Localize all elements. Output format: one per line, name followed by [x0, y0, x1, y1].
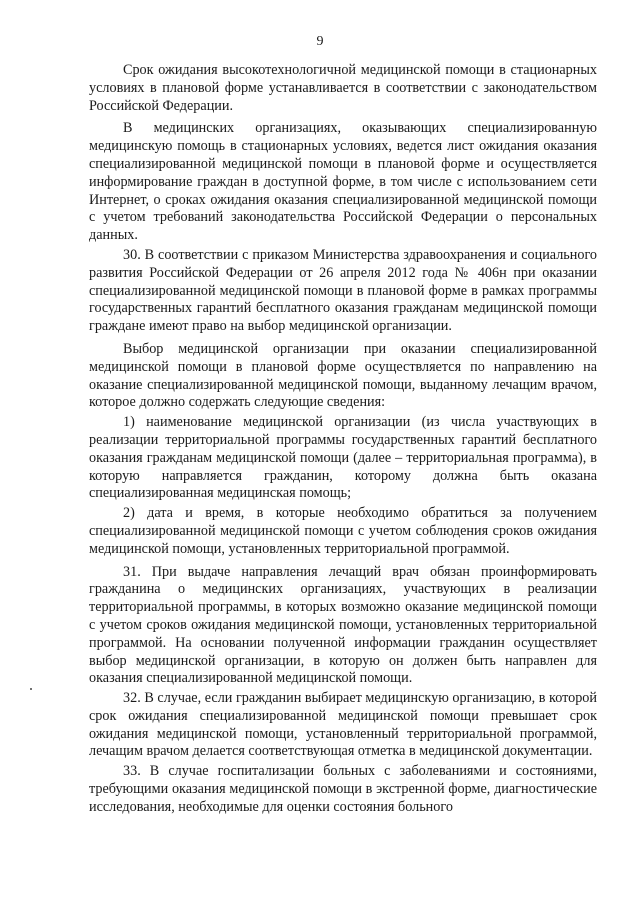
- paragraph-item-33: 33. В случае госпитализации больных с заболеваниями и состояниями, требующими оказания медицинской помощи в экстренной форме, диагностические исследования, необходимые для оценки состояния больного: [89, 763, 597, 815]
- paragraph-item-32: 32. В случае, если гражданин выбирает медицинскую организацию, в которой срок ожидания специализированной медицинской помощи превышает срок ожидания медицинской помощи, установленный территориальной программой, лечащим врачом делается соответствующая отметка в медицинской документации.: [89, 690, 597, 760]
- paragraph-choice-of-organization: Выбор медицинской организации при оказании специализированной медицинской помощи в плановой форме осуществляется по направлению на оказание специализированной медицинской помощи, выданному лечащим врачом, которое должно содержать следующие сведения:: [89, 340, 597, 411]
- page-number: 9: [316, 34, 324, 49]
- scan-speck: [30, 688, 32, 690]
- paragraph-subitem-1: 1) наименование медицинской организации (из числа участвующих в реализации территориальной программы государственных гарантий бесплатного оказания гражданам медицинской помощи (далее – территориальная программа), в которую направляется гражданин, которому должна быть оказана специализированная медицинская помощь;: [89, 414, 597, 502]
- paragraph-item-31: 31. При выдаче направления лечащий врач обязан проинформировать гражданина о медицинских организациях, участвующих в реализации территориальной программы, в которых возможно оказание медицинской помощи с учетом сроков ожидания медицинской помощи, установленных территориальной программой. На основании полученной информации гражданин осуществляет выбор медицинской организации, в которую он должен быть направлен для оказания специализированной медицинской помощи.: [89, 563, 597, 687]
- document-body: [89, 62, 597, 817]
- paragraph-hightech-waiting: Срок ожидания высокотехнологичной медицинской помощи в стационарных условиях в плановой форме устанавливается в соответствии с законодательством Российской Федерации.: [89, 62, 597, 114]
- paragraph-item-30: 30. В соответствии с приказом Министерства здравоохранения и социального развития Российской Федерации от 26 апреля 2012 года № 406н при оказании специализированной медицинской помощи в плановой форме в рамках программы государственных гарантий бесплатного оказания гражданам медицинской помощи граждане имеют право на выбор медицинской организации.: [89, 246, 597, 335]
- paragraph-waiting-list: В медицинских организациях, оказывающих специализированную медицинскую помощь в стационарных условиях, ведется лист ожидания оказания специализированной медицинской помощи в плановой форме и осуществляется информирование граждан в доступной форме, в том числе с использованием сети Интернет, о сроках ожидания оказания специализированной медицинской помощи с учетом требований законодательства Российской Федерации о персональных данных.: [89, 120, 597, 244]
- paragraph-subitem-2: 2) дата и время, в которые необходимо обратиться за получением специализированной медицинской помощи с учетом соблюдения сроков ожидания медицинской помощи, установленных территориальной программой.: [89, 505, 597, 557]
